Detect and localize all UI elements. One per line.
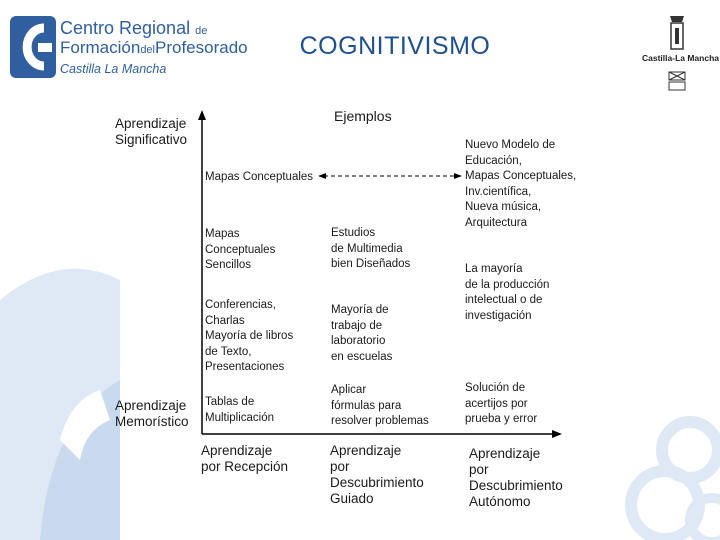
logo-line-2a: Formación (60, 38, 141, 57)
cell-aplicar-formulas: Aplicar fórmulas para resolver problemas (331, 384, 429, 428)
logo-line-1-small: de (195, 25, 208, 37)
cell-mapas-sencillos: Mapas Conceptuales Sencillos (205, 228, 276, 272)
y-axis-bottom-label: Aprendizaje Memorístico (115, 398, 189, 429)
diagram-heading: Ejemplos (334, 108, 392, 124)
cell-mapas-conceptuales: Mapas Conceptuales (205, 171, 314, 183)
cell-trabajo-laboratorio: Mayoría de trabajo de laboratorio en escuelas (331, 304, 393, 363)
cell-produccion-intelectual: La mayoría de la producción intelectual o de investigación (465, 263, 550, 322)
page-title: COGNITIVISMO (299, 32, 491, 60)
logo-line-2c: Profesorado (155, 38, 248, 57)
logo-line-2b: del (140, 44, 155, 56)
emblem-label: Castilla-La Mancha (642, 53, 719, 63)
logo-line-3: Castilla La Mancha (60, 62, 167, 76)
cell-solucion-acertijos: Solución de acertijos por prueba y error (465, 382, 538, 426)
cell-conferencias: Conferencias, Charlas Mayoría de libros de Texto, Presentaciones (205, 299, 294, 374)
cell-estudios-multimedia: Estudios de Multimedia bien Diseñados (331, 227, 411, 271)
cell-nuevo-modelo: Nuevo Modelo de Educación, Mapas Conceptuales, Inv.científica, Nueva música, Arquitectura (465, 139, 577, 229)
y-axis-top-label: Aprendizaje Significativo (115, 116, 188, 147)
x-axis-label-guiado: Aprendizaje por Descubrimiento Guiado (330, 443, 424, 506)
cell-tablas-multiplicacion: Tablas de Multiplicación (205, 396, 275, 424)
x-axis-label-autonomo: Aprendizaje por Descubrimiento Autónomo (469, 446, 563, 509)
logo-line-1: Centro Regional (60, 18, 191, 38)
x-axis-label-recepcion: Aprendizaje por Recepción (201, 443, 289, 474)
